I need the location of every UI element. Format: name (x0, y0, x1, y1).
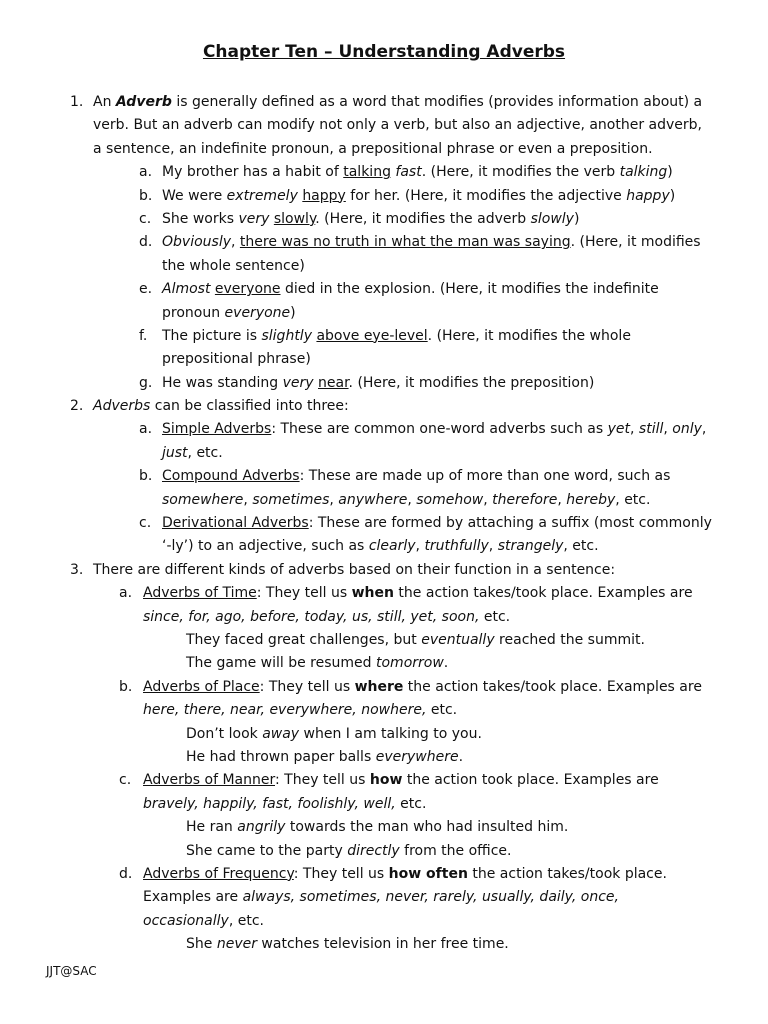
sub-item-1f: f. The picture is slightly above eye-level. (Here, it modifies the whole (139, 327, 631, 344)
text-line: here, there, near, everywhere, nowhere, etc. (143, 702, 458, 719)
text-line: verb. But an adverb can modify not only a verb, but also an adjective, another adverb, (93, 117, 703, 134)
list-item-2: 2. Adverbs can be classified into three: (0, 395, 768, 418)
example-sentence: She never watches television in her free time. (186, 936, 509, 953)
sub-item-1b: b. We were extremely happy for her. (Here, it modifies the adjective happy) (139, 187, 676, 204)
text-line: since, for, ago, before, today, us, still, yet, soon, etc. (143, 608, 511, 625)
list-item-1 (0, 91, 768, 114)
example-sentence: He ran angrily towards the man who had insulted him. (186, 819, 569, 836)
text-line: the whole sentence) (162, 257, 305, 274)
list-number: 1. (70, 94, 84, 110)
example-sentence: They faced great challenges, but eventually reached the summit. (186, 631, 645, 648)
text-line: prepositional phrase) (162, 351, 311, 368)
list-number: 3. (70, 561, 84, 578)
text-line: a sentence, an indefinite pronoun, a prepositional phrase or even a preposition. (93, 140, 653, 157)
sub-item-3b: b. Adverbs of Place: They tell us where the action takes/took place. Examples are (119, 678, 702, 695)
footer-text: JJT@SAC (46, 964, 97, 978)
sub-item-3d: d. Adverbs of Frequency: They tell us how often the action takes/took place. (119, 865, 667, 882)
page-title: Chapter Ten – Understanding Adverbs (202, 42, 566, 62)
text-line: just, etc. (162, 444, 223, 461)
sub-item-1d: d. Obviously, there was no truth in what the man was saying. (Here, it modifies (139, 234, 701, 251)
text-line: ‘-ly’) to an adjective, such as clearly, truthfully, strangely, etc. (162, 538, 599, 555)
list-item-3: 3. There are different kinds of adverbs based on their function in a sentence: (0, 559, 768, 582)
sub-item-1c: c. She works very slowly. (Here, it modifies the adverb slowly) (139, 210, 580, 227)
text-line: somewhere, sometimes, anywhere, somehow, therefore, hereby, etc. (162, 491, 651, 508)
sub-item-2b: b. Compound Adverbs: These are made up of more than one word, such as (139, 468, 671, 485)
list-number: 2. (70, 398, 84, 415)
sub-item-3c: c. Adverbs of Manner: They tell us how the action took place. Examples are (119, 772, 659, 789)
sub-item-1g: g. He was standing very near. (Here, it modifies the preposition) (139, 374, 595, 391)
example-sentence: Don’t look away when I am talking to you. (186, 725, 482, 742)
example-sentence: She came to the party directly from the office. (186, 842, 512, 859)
document-body (0, 91, 768, 956)
sub-item-1a: a. My brother has a habit of talking fast. (Here, it modifies the verb talking) (139, 164, 673, 181)
example-sentence: He had thrown paper balls everywhere. (186, 748, 464, 765)
item-text: An Adverb is generally defined as a word that modifies (provides information about) a (93, 94, 703, 110)
sub-item-2c: c. Derivational Adverbs: These are formed by attaching a suffix (most commonly (139, 515, 712, 532)
text-line: pronoun everyone) (162, 304, 296, 321)
sub-item-2a: a. Simple Adverbs: These are common one-word adverbs such as yet, still, only, (139, 421, 707, 438)
sub-item-3a: a. Adverbs of Time: They tell us when the action takes/took place. Examples are (119, 585, 693, 602)
text-line: Examples are always, sometimes, never, rarely, usually, daily, once, (143, 889, 619, 906)
sub-item-1e: e. Almost everyone died in the explosion. (Here, it modifies the indefinite (139, 281, 659, 298)
text-line: bravely, happily, fast, foolishly, well, etc. (143, 795, 427, 812)
text-line: occasionally, etc. (143, 912, 264, 929)
example-sentence: The game will be resumed tomorrow. (186, 655, 449, 672)
